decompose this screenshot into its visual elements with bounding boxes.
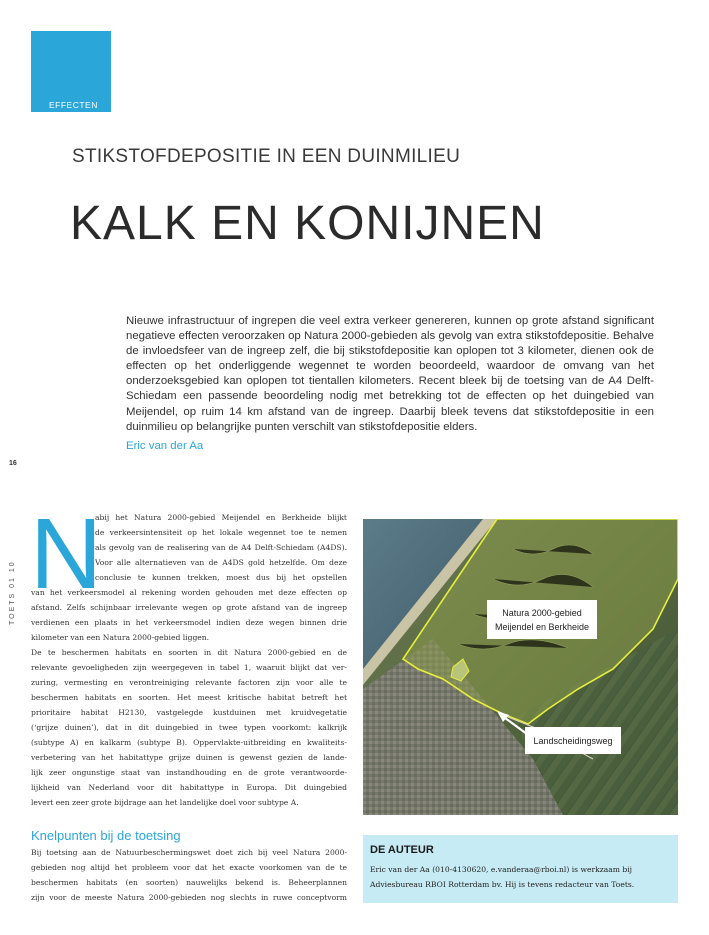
body-block	[31, 585, 347, 810]
text-line: conclusie te kunnen trekken, moest dus bij het opstellen	[95, 573, 347, 582]
text-line: (subtype A) en kalkarm (subtype B). Oppervlakte-uitbreiding en kwaliteits-	[31, 738, 347, 747]
author-box-title: DE AUTEUR	[370, 844, 434, 856]
section-label: EFFECTEN	[49, 100, 98, 110]
kicker: STIKSTOFDEPOSITIE IN EEN DUINMILIEU	[72, 146, 461, 167]
text-line: afstand. Zelfs schijnbaar irrelevante wegen op grote afstand van de ingreep	[31, 603, 347, 612]
text-line: abij het Natura 2000-gebied Meijendel en Berkheide blijkt	[95, 513, 347, 522]
satellite-map	[363, 519, 678, 815]
subheading: Knelpunten bij de toetsing	[31, 828, 181, 843]
author-box	[363, 835, 678, 903]
page-title: KALK EN KONIJNEN	[70, 197, 545, 250]
text-line: De te beschermen habitats en soorten in dit Natura 2000-gebied en de	[31, 648, 347, 657]
text-line: beschermen habitats en soorten. Het meest kritische habitat betreft het	[31, 693, 347, 702]
page-number: 16	[9, 460, 17, 467]
area-label-box	[487, 600, 597, 639]
text-line: beschermen habitats (en soorten) nauwelijks bekend is. Beheerplannen	[31, 878, 347, 887]
text-line: prioritaire habitat H2130, vastgelegde kustduinen met kruidvegetatie	[31, 708, 347, 717]
text-line: (‘grijze duinen’), dat in dit duingebied in twee typen voorkomt: kalkrijk	[31, 723, 347, 732]
text-line: van het verkeersmodel al rekening worden gehouden met deze effecten op	[31, 588, 347, 597]
text-line: kilometer van een Natura 2000-gebied liggen.	[31, 633, 210, 642]
area-label-line2: Meijendel en Berkheide	[494, 622, 590, 632]
author-box-text: Eric van der Aa (010-4130620, e.vanderaa@rboi.nl) is werkzaam bij Adviesbureau RBOI Rotterdam bv. Hij is tevens redacteur van Toets.	[370, 865, 635, 889]
byline: Eric van der Aa	[126, 440, 204, 452]
text-line: relevante gevoeligheden zijn weergegeven in tabel 1, waaruit blijkt dat ver-	[31, 663, 347, 672]
body-indent-block	[95, 510, 347, 585]
body-block-2	[31, 845, 347, 905]
text-line: levert een zeer grote bijdrage aan het landelijke doel voor subtype A.	[31, 798, 299, 807]
text-line: de verkeersintensiteit op het lokale wegennet toe te nemen	[95, 528, 347, 537]
text-line: verdienen een plaats in het verkeersmodel indien deze wegen binnen drie	[31, 618, 347, 627]
running-head: TOETS 01 10	[9, 560, 16, 625]
text-line: zuring, vermesting en verontreiniging relevante factoren zijn voor alle te	[31, 678, 347, 687]
text-line: verbetering van het habitattype grijze duinen is gewenst gezien de lande-	[31, 753, 347, 762]
map-image	[363, 519, 678, 815]
text-line: Voor alle alternatieven van de A4DS gold hetzelfde. Om deze	[95, 558, 347, 567]
text-line: als gevolg van de realisering van de A4 Delft-Schiedam (A4DS).	[95, 543, 347, 552]
road-label: Landscheidingsweg	[533, 736, 613, 746]
text-line: zijn voor de meeste Natura 2000-gebieden nog slechts in ruwe conceptvorm	[31, 893, 347, 902]
drop-cap: N	[30, 498, 103, 610]
text-line: gebieden nog altijd het probleem voor dat het exacte voorkomen van de te	[31, 863, 347, 872]
section-tab	[31, 31, 111, 112]
text-line: Bij toetsing aan de Natuurbeschermingswet doet zich bij veel Natura 2000-	[31, 848, 347, 857]
intro-paragraph: Nieuwe infrastructuur of ingrepen die veel extra verkeer genereren, kunnen op grote afstand significant negatieve effecten veroorzaken op Natura 2000-gebieden als gevolg van extra stikstofdepositie. Behalve de invloedsfeer van de ingreep zelf, die bij stikstofdepositie kan oplopen tot 3 kilometer, dienen ook de effecten op het onderliggende wegennet te worden beoordeeld, waardoor de omvang van het onderzoeksgebied kan oplopen tot tientallen kilometers. Recent bleek bij de toetsing van de A4 Delft-Schiedam een passende beoordeling nodig met betrekking tot de effecten op het duingebied van Meijendel, op ruim 14 km afstand van de ingreep. Daarbij bleek tevens dat stikstofdepositie in een duinmilieu op belangrijke punten verschilt van stikstofdepositie elders.	[126, 315, 654, 433]
area-label-line1: Natura 2000-gebied	[502, 608, 582, 618]
text-line: lijkheid van Nederland voor dit habitattype in Europa. Dit duingebied	[31, 783, 347, 792]
text-line: lijk zeer ongunstige staat van instandhouding en de grote verantwoorde-	[31, 768, 347, 777]
